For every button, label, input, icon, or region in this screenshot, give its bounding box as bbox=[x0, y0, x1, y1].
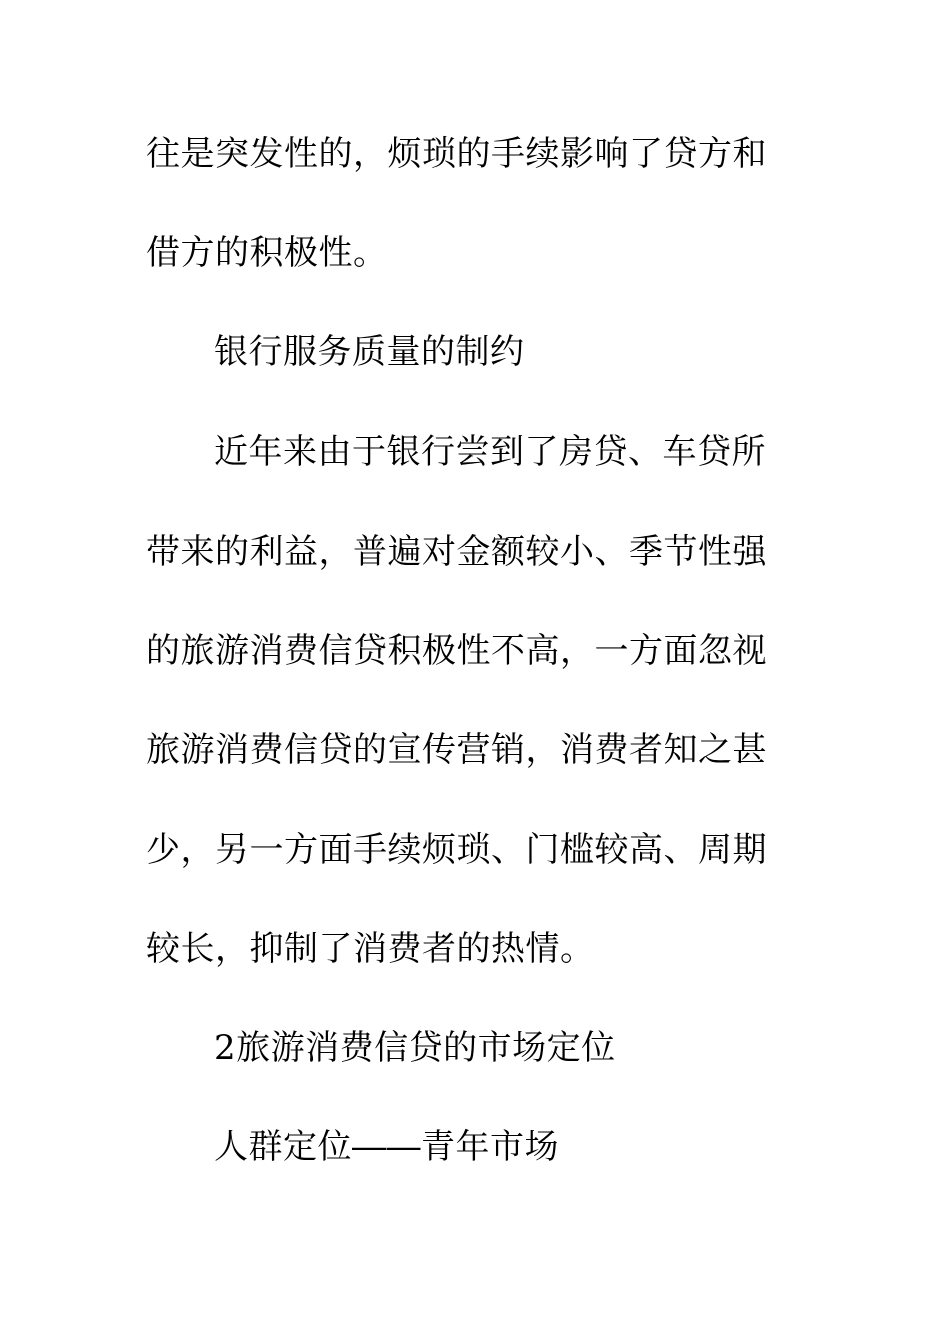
subsection-heading: 人群定位――青年市场 bbox=[214, 1127, 559, 1167]
section-heading: 2旅游消费信贷的市场定位 bbox=[214, 1028, 616, 1068]
body-text-line: 旅游消费信贷的宣传营销，消费者知之甚 bbox=[146, 730, 767, 770]
body-text-line: 的旅游消费信贷积极性不高，一方面忽视 bbox=[146, 631, 767, 671]
body-text-line: 近年来由于银行尝到了房贷、车贷所 bbox=[214, 432, 766, 472]
body-text-line: 往是突发性的，烦琐的手续影响了贷方和 bbox=[146, 134, 767, 174]
body-text-line: 带来的利益，普遍对金额较小、季节性强 bbox=[146, 532, 767, 572]
body-text-line: 少，另一方面手续烦琐、门槛较高、周期 bbox=[146, 830, 767, 870]
body-text-line: 较长，抑制了消费者的热情。 bbox=[146, 929, 595, 969]
section-heading: 银行服务质量的制约 bbox=[214, 332, 525, 372]
body-text-line: 借方的积极性。 bbox=[146, 233, 388, 273]
